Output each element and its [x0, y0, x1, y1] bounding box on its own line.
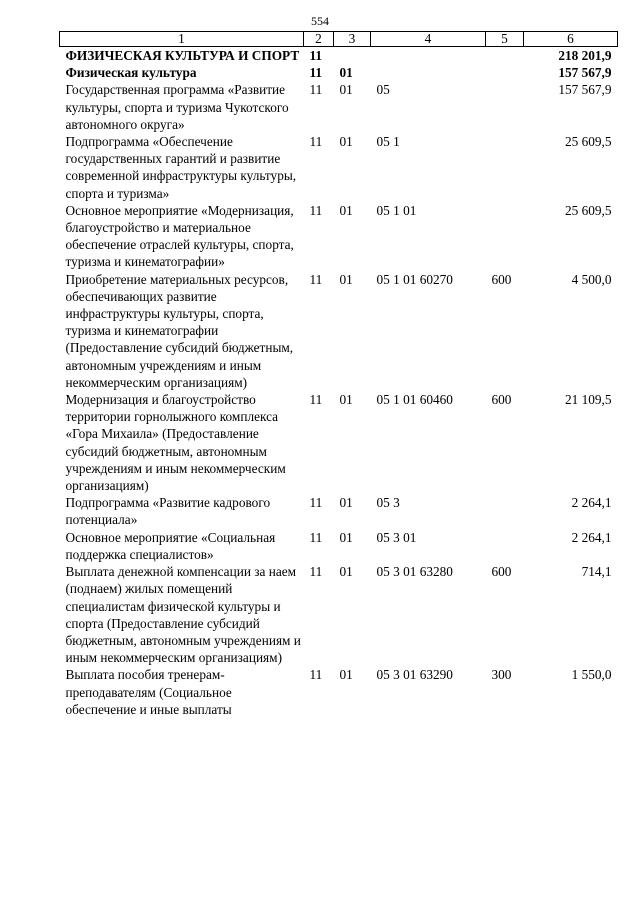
row-target-article-code: 05 1 01: [376, 202, 417, 218]
row-expense-type-code: [486, 64, 524, 81]
table-row: [60, 494, 618, 528]
row-name: ФИЗИЧЕСКАЯ КУЛЬТУРА И СПОРТ: [65, 48, 300, 63]
row-expense-type-code: 600: [491, 392, 512, 408]
table-row: [60, 563, 618, 666]
table-header: [60, 32, 618, 47]
column-number-2: 2: [304, 32, 334, 47]
table-row: [60, 133, 618, 202]
row-name: Подпрограмма «Обеспечение государственных гарантий и развитие современной инфраструктуры культуры, спорта и туризма»: [65, 134, 297, 201]
row-target-article-code: [371, 47, 486, 65]
row-target-article-code: 05 1 01 60270: [376, 271, 453, 287]
row-subsection-code: [334, 47, 371, 65]
row-expense-type-code: [486, 133, 524, 202]
row-section-code: 11: [309, 271, 323, 287]
row-target-article-code: 05 1: [376, 134, 400, 150]
row-amount: 218 201,9: [558, 48, 612, 63]
row-name: Физическая культура: [65, 65, 197, 81]
table-row: [60, 666, 618, 718]
table-row: [60, 271, 618, 391]
row-subsection-code: 01: [339, 271, 353, 287]
row-section-code: 11: [309, 392, 323, 408]
row-amount: 25 609,5: [564, 134, 612, 150]
row-section-code: 11: [309, 202, 323, 218]
row-target-article-code: 05 3 01 63280: [376, 564, 453, 580]
row-name: Основное мероприятие «Модернизация, благоустройство и материальное обеспечение отраслей культуры, спорта, туризма и кинематографии»: [65, 202, 294, 270]
table-row: [60, 64, 618, 81]
row-expense-type-code: [486, 47, 524, 65]
row-subsection-code: 01: [339, 529, 353, 545]
row-section-code: 11: [309, 667, 323, 683]
row-target-article-code: [371, 64, 486, 81]
row-amount: 21 109,5: [564, 392, 612, 408]
row-subsection-code: 01: [339, 564, 353, 580]
row-amount: 25 609,5: [564, 202, 612, 218]
page-number: 554: [311, 14, 329, 28]
row-section-code: 11: [309, 65, 323, 81]
row-expense-type-code: [486, 81, 524, 133]
column-number-row: [60, 32, 618, 47]
row-subsection-code: 01: [339, 667, 353, 683]
row-subsection-code: 01: [339, 134, 353, 150]
row-name: Выплата денежной компенсации за наем (поднаем) жилых помещений специалистам физической культуры и спорта (Предоставление субсидий бюджетным, автономным учреждениям и иным некоммерческим организациям): [65, 564, 301, 666]
table-row: [60, 202, 618, 271]
row-name: Модернизация и благоустройство территории горнолыжного комплекса «Гора Михаила» (Предоставление субсидий бюджетным, автономным учреждениям и иным некоммерческим организациям): [65, 392, 286, 494]
row-subsection-code: 01: [339, 82, 353, 98]
row-expense-type-code: [486, 529, 524, 563]
row-amount: 1 550,0: [571, 667, 612, 683]
row-amount: 714,1: [581, 564, 612, 580]
row-subsection-code: 01: [339, 65, 353, 81]
row-target-article-code: 05 1 01 60460: [376, 392, 453, 408]
row-expense-type-code: [486, 494, 524, 528]
column-number-4: 4: [371, 32, 486, 47]
row-section-code: 11: [309, 529, 323, 545]
row-name: Приобретение материальных ресурсов, обеспечивающих развитие инфраструктуры культуры, спорта, туризма и кинематографии (Предоставление субсидий бюджетным, автономным учреждениям и иным некоммерческим организациям): [65, 271, 294, 390]
table-row: [60, 529, 618, 563]
row-section-code: 11: [309, 564, 323, 580]
row-expense-type-code: [486, 202, 524, 271]
table-row: [60, 391, 618, 494]
row-section-code: 11: [309, 82, 323, 98]
column-number-1: 1: [60, 32, 304, 47]
row-section-code: 11: [309, 134, 323, 150]
table-row: [60, 47, 618, 65]
row-amount: 4 500,0: [571, 271, 612, 287]
row-target-article-code: 05 3 01 63290: [376, 667, 453, 683]
row-amount: 2 264,1: [571, 495, 612, 511]
row-expense-type-code: 600: [491, 271, 512, 287]
table-row: [60, 81, 618, 133]
column-number-6: 6: [524, 32, 618, 47]
row-name: Выплата пособия тренерам-преподавателям (Социальное обеспечение и иные выплаты: [65, 667, 232, 717]
row-expense-type-code: 600: [491, 564, 512, 580]
row-target-article-code: 05: [376, 82, 390, 98]
row-amount: 157 567,9: [558, 82, 612, 98]
row-target-article-code: 05 3 01: [376, 529, 417, 545]
row-name: Основное мероприятие «Социальная поддержка специалистов»: [65, 529, 276, 562]
row-subsection-code: 01: [339, 495, 353, 511]
row-section-code: 11: [309, 48, 323, 63]
row-subsection-code: 01: [339, 392, 353, 408]
row-subsection-code: 01: [339, 202, 353, 218]
column-number-5: 5: [486, 32, 524, 47]
column-number-3: 3: [334, 32, 371, 47]
row-target-article-code: 05 3: [376, 495, 400, 511]
row-expense-type-code: 300: [491, 667, 512, 683]
row-name: Подпрограмма «Развитие кадрового потенциала»: [65, 495, 271, 528]
row-name: Государственная программа «Развитие культуры, спорта и туризма Чукотского автономного округа»: [65, 82, 289, 132]
table-body: [60, 47, 618, 718]
row-amount: 157 567,9: [558, 65, 612, 81]
budget-table: [59, 31, 618, 718]
row-section-code: 11: [309, 495, 323, 511]
row-amount: 2 264,1: [571, 529, 612, 545]
